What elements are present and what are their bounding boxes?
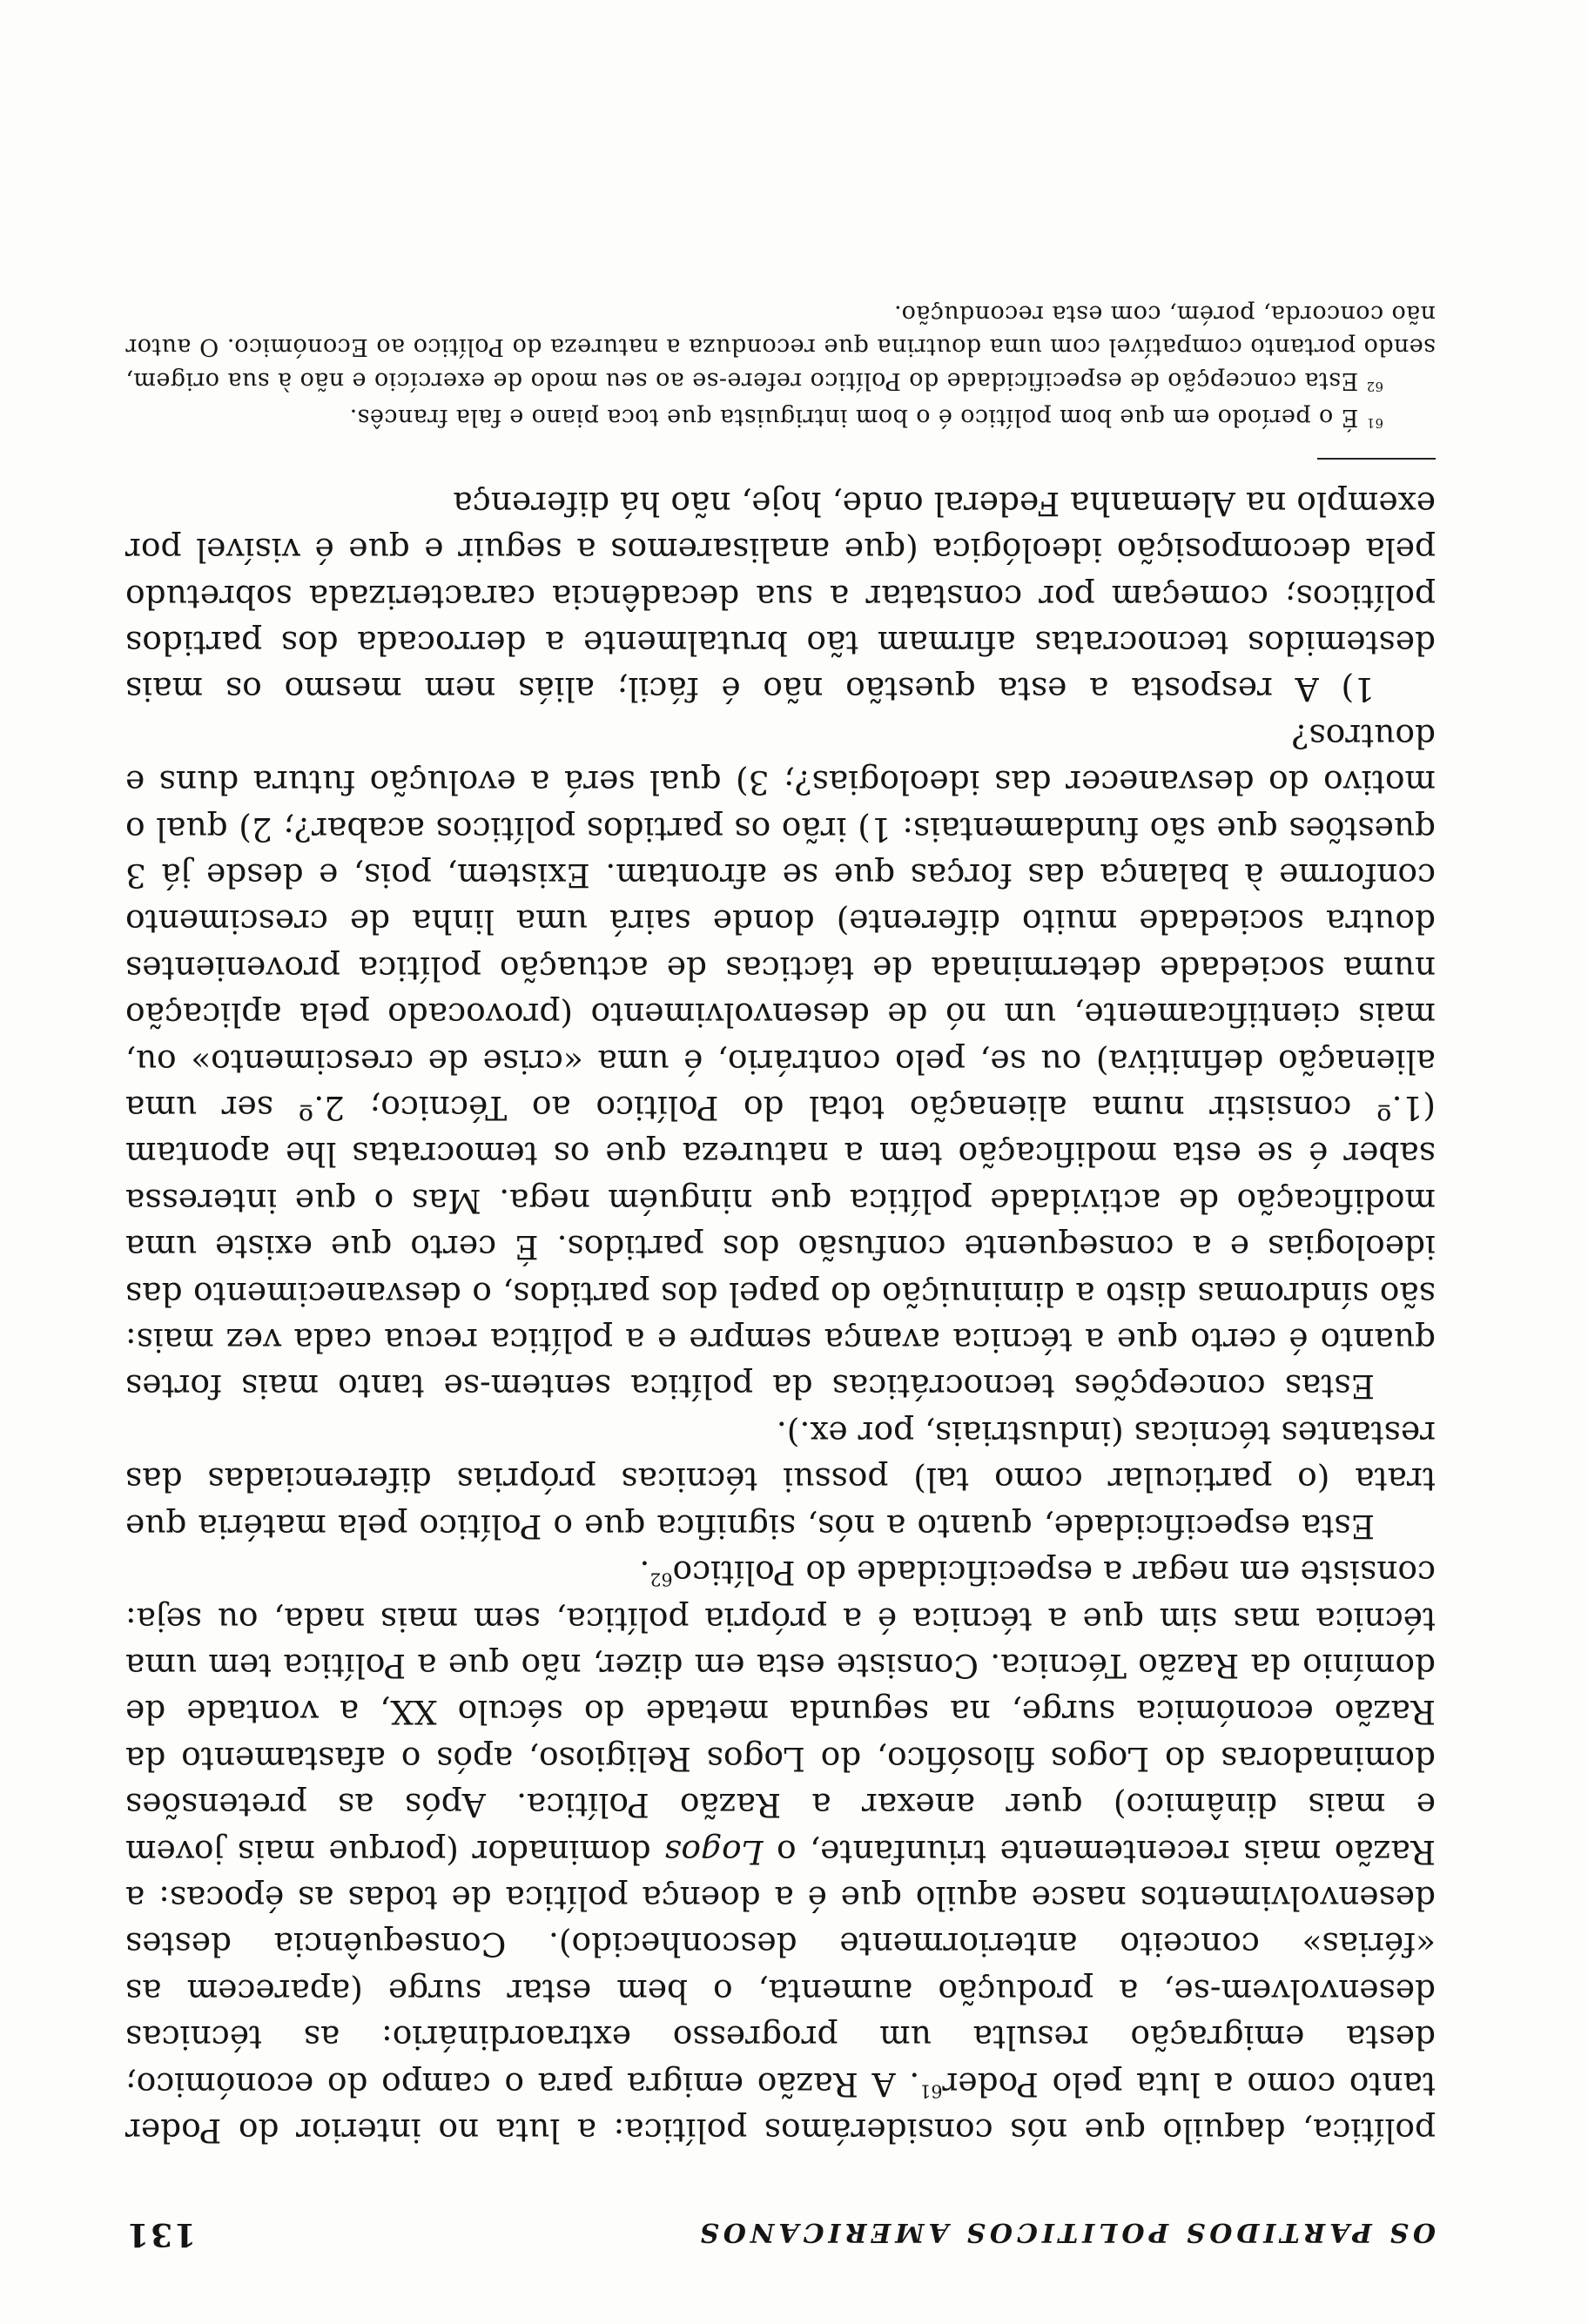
body-text [125, 480, 1436, 2153]
footnotes [125, 296, 1436, 433]
footnote-62 [125, 296, 1436, 397]
paragraph-1-text-d: . [639, 1554, 650, 1593]
footnote-62-marker: 62 [1366, 378, 1383, 394]
footnote-rule [1317, 458, 1436, 460]
footnote-ref-62: 62 [649, 1568, 673, 1590]
page-number: 131 [125, 2216, 197, 2253]
running-title: OS PARTIDOS POLITICOS AMERICANOS [696, 2217, 1436, 2247]
paragraph-1-text-a: política, daquilo que nós considerámos política: a luta no interior do Poder tanto como a luta pelo Poder [125, 2065, 1436, 2150]
footnote-ref-61: 61 [919, 2080, 943, 2102]
footnote-61-text: É o período em que bom político é o bom intriguista que toca piano e fala francês. [349, 404, 1359, 432]
paragraph-1 [125, 1549, 1436, 2153]
footnote-61 [125, 400, 1436, 434]
paragraph-3: Estas concepções tecnocráticas da política sentem-se tanto mais fortes quanto é certo que a técnica avança sempre e a política recua cada vez mais: são síndromas disto a diminuição do papel dos partidos, o desvanecimento das ideologias e a consequente confusão dos partidos. É certo que existe uma modificação de actividade política que ninguém nega. Mas o que interessa saber é se esta modificação tem a natureza que os temocratas lhe apontam (1.º consistir numa alienação total do Político ao Técnico; 2.º ser uma alienação definitiva) ou se, pelo contrário, é uma «crise de crescimento» ou, mais cientificamente, um nó de desenvolvimento (provocado pela aplicação numa sociedade determinada de tácticas de actuação política provenientes doutra sociedade muito diferente) donde sairá uma linha de crescimento conforme à balança das forças que se afrontam. Existem, pois, e desde já 3 questões que são fundamentais: 1) irão os partidos políticos acabar?; 2) qual o motivo do desvanecer das ideologias?; 3) qual será a evolução futura duns e doutros? [125, 716, 1436, 1407]
logos-italic: Logos [664, 1832, 764, 1871]
paragraph-4: 1) A resposta a esta questão não é fácil; aliás nem mesmo os mais destemidos tecnocratas afirmam tão brutalmente a derrocada dos partidos políticos; começam por constatar a sua decadência caracterizada sobretudo pela decomposição ideológica (que analisaremos a seguir e que é visível por exemplo na Alemanha Federal onde, hoje, não há diferença [125, 484, 1436, 709]
running-head [125, 2200, 1436, 2253]
footnote-62-text: Esta concepção de especificidade do Político refere-se ao seu modo de exercício e não à sua origem, sendo portanto compatível com uma doutrina que reconduza a natureza do Político ao Económico. O autor não concorda, porém, com esta recondução. [124, 299, 1436, 394]
paragraph-2: Esta especificidade, quanto a nós, significa que o Político pela matéria que trata (o particular como tal) possui técnicas próprias diferenciadas das restantes técnicas (industriais, por ex.). [125, 1414, 1436, 1546]
paragraph-1-text-c: dominador (porque mais jovem e mais dinâmico) quer anexar a Razão Política. Após as pretensões dominadoras do Logos filosófico, do Logos Religioso, após o afastamento da Razão económica surge, na segunda metade do século XX, a vontade de domínio da Razão Técnica. Consiste esta em dizer, não que a Política tem uma técnica mas sim que a técnica é a própria política, sem mais nada, ou seja: consiste em negar a especificidade do Político [125, 1554, 1436, 1871]
footnote-61-marker: 61 [1366, 415, 1383, 432]
paragraph-1-text-b: . A Razão emigra para o campo do económico; desta emigração resulta um progresso extraordinário: as técnicas desenvolvem-se, a produção aumenta, o bem estar surge (aparecem as «férias» conceito anteriormente desconhecido). Consequência destes desenvolvimentos nasce aquilo que é a doença política de todas as épocas: a Razão mais recentemente triunfante, o [125, 1832, 1436, 2104]
page-content [125, 296, 1436, 2253]
